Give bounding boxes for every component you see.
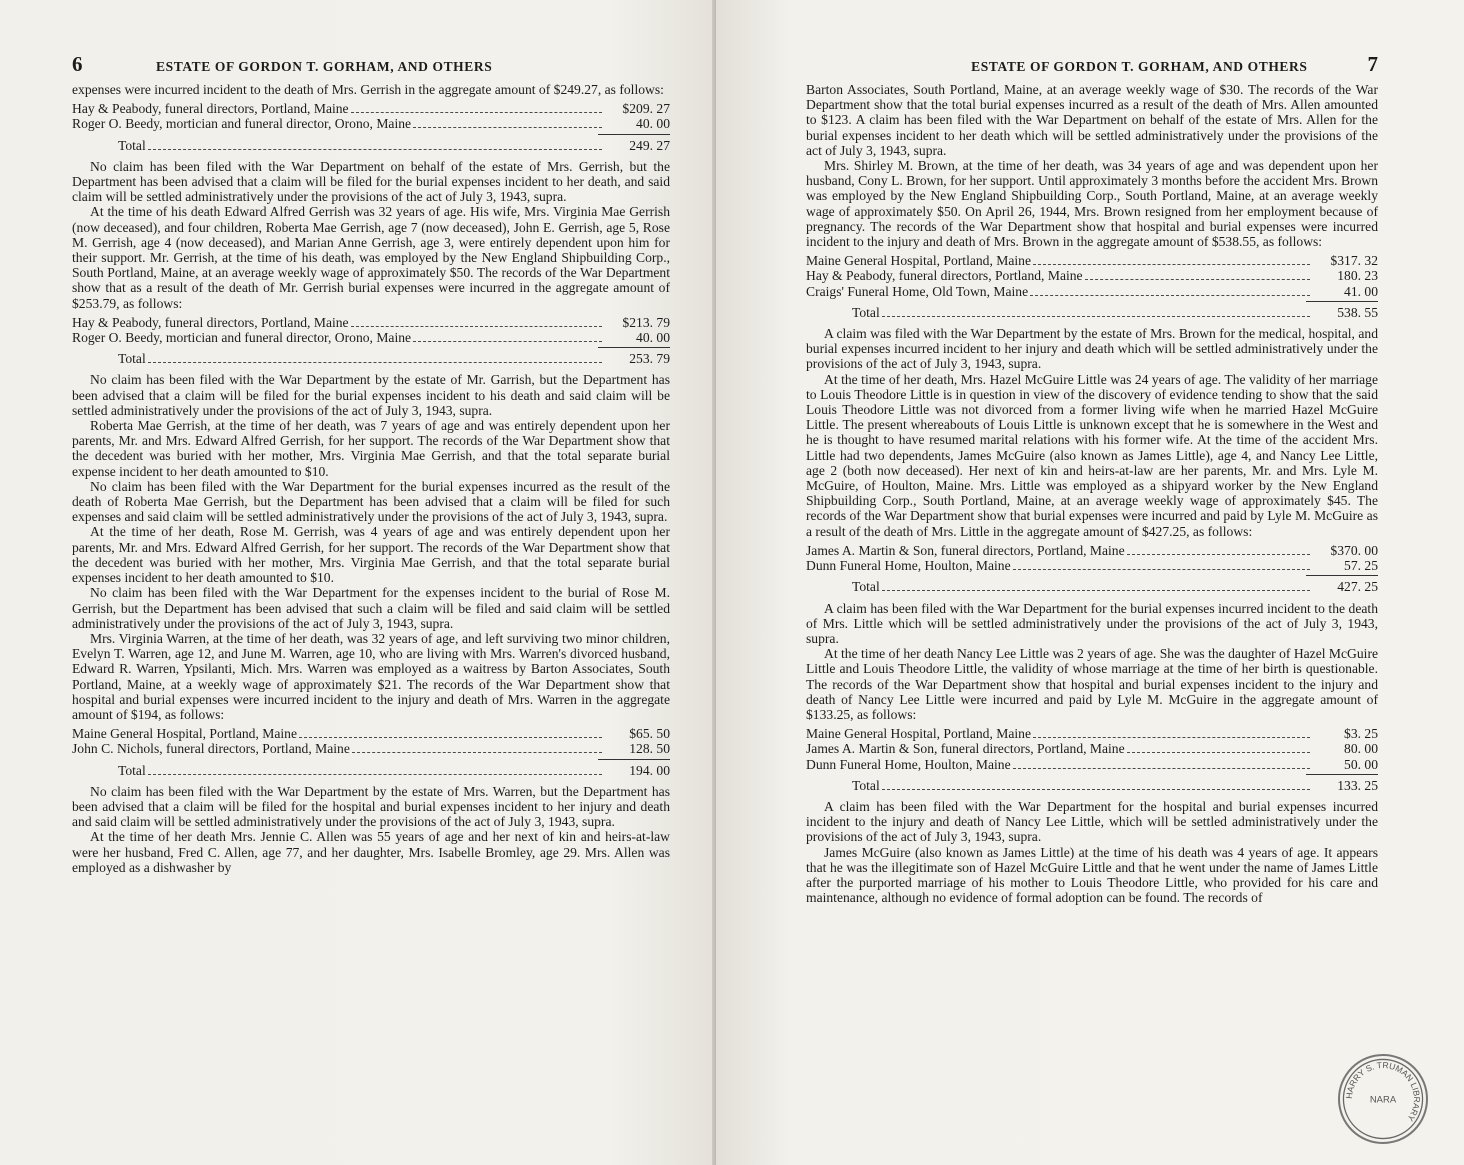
expense-row xyxy=(806,726,1378,741)
dot-leader xyxy=(352,752,602,753)
total-row xyxy=(72,351,670,366)
total-amount: 427. 25 xyxy=(1337,579,1378,595)
total-label: Total xyxy=(118,137,146,153)
expense-amount: 50. 00 xyxy=(1344,756,1378,772)
expense-amount: 40. 00 xyxy=(636,116,670,132)
paragraph: expenses were incurred incident to the death of Mrs. Gerrish in the aggregate amount of $249.27, as follows: xyxy=(72,82,664,97)
expense-amount: 41. 00 xyxy=(1344,283,1378,299)
expense-payee: Hay & Peabody, funeral directors, Portland, Maine xyxy=(806,268,1083,284)
total-amount: 133. 25 xyxy=(1337,777,1378,793)
expense-payee: Craigs' Funeral Home, Old Town, Maine xyxy=(806,283,1029,299)
expense-payee: James A. Martin & Son, funeral directors, Portland, Maine xyxy=(806,542,1125,558)
total-row xyxy=(72,138,670,153)
dot-leader xyxy=(1033,264,1310,265)
expense-row xyxy=(72,330,670,345)
expense-row xyxy=(72,101,670,116)
paragraph: At the time of her death, Rose M. Gerrish, was 4 years of age and was entirely dependent upon her parents, Mr. and Mrs. Edward Alfred Gerrish, for her support. The records of the War Department show that the decedent was buried with her mother, Mrs. Virginia Mae Gerrish, and that the total separate burial expenses incident to her death amounted to $10. xyxy=(72,524,670,586)
expense-payee: Maine General Hospital, Portland, Maine xyxy=(806,253,1031,269)
sum-rule xyxy=(1306,575,1378,576)
expense-amount: 128. 50 xyxy=(629,741,670,757)
paragraph: Roberta Mae Gerrish, at the time of her death, was 7 years of age and was entirely dependent upon her parents, Mr. and Mrs. Edward Alfred Gerrish, for her support. The records of the War Department show that the decedent was buried with her mother, Mrs. Virginia Mae Gerrish, and that the total separate burial expense incident to her death amounted to $10. xyxy=(72,418,670,479)
sum-rule xyxy=(1306,301,1378,302)
paragraph: James McGuire (also known as James Little) at the time of his death was 4 years of age. It appears that he was the illegitimate son of Hazel McGuire Little and that he went under the name of James Little after the purported marriage of his mother to Louis Theodore Little, who provided for his care and maintenance, although no evidence of formal adoption can be found. The records of xyxy=(806,844,1378,906)
sum-rule xyxy=(1306,774,1378,775)
expense-table xyxy=(72,315,670,367)
total-row xyxy=(806,778,1378,793)
paragraph: At the time of her death Nancy Lee Little was 2 years of age. She was the daughter of Hazel McGuire Little and Louis Theodore Little, the validity of whose marriage at the time of her birth is questionable. The records of the War Department show that hospital and burial expenses incident to the injury and death of Nancy Lee Little were incurred and paid by Lyle M. McGuire in the aggregate amount of $133.25, as follows: xyxy=(806,646,1378,722)
paragraph: At the time of his death Edward Alfred Gerrish was 32 years of age. His wife, Mrs. Virginia Mae Gerrish (now deceased), and four children, Roberta Mae Gerrish, age 7 (now deceased), John E. Gerrish, age 5, Rose M. Gerrish, age 4 (now deceased), and Marian Anne Gerrish, age 3, were entirely dependent upon him for their support. Mr. Gerrish, at the time of his death, was employed by the New England Shipbuilding Corp., South Portland, Maine, at an average weekly wage of approximately $50. The records of the War Department show that as a result of the death of Mr. Gerrish burial expenses were incurred in the aggregate amount of $253.79, as follows: xyxy=(72,204,670,311)
expense-payee: James A. Martin & Son, funeral directors, Portland, Maine xyxy=(806,741,1125,757)
total-amount: 249. 27 xyxy=(629,137,670,153)
total-row xyxy=(806,305,1378,320)
dot-leader xyxy=(1127,554,1310,555)
expense-row xyxy=(72,315,670,330)
right-page-header xyxy=(806,52,1378,76)
dot-leader xyxy=(1085,279,1310,280)
dot-leader xyxy=(148,149,602,150)
dot-leader xyxy=(882,590,1310,591)
library-stamp xyxy=(1338,1054,1428,1144)
expense-row xyxy=(72,116,670,131)
expense-amount: $209. 27 xyxy=(622,101,670,117)
expense-row xyxy=(806,253,1378,268)
expense-payee: Hay & Peabody, funeral directors, Portland, Maine xyxy=(72,314,349,330)
left-page xyxy=(0,0,716,1165)
left-page-header xyxy=(72,52,670,76)
dot-leader xyxy=(882,789,1310,790)
expense-payee: Hay & Peabody, funeral directors, Portland, Maine xyxy=(72,101,349,117)
expense-row xyxy=(806,543,1378,558)
paragraph: No claim has been filed with the War Department for the burial expenses incurred as the result of the death of Roberta Mae Gerrish, but the Department has been advised that a claim will be filed for such expenses and said claim will be settled administratively under the provisions of the act of July 3, 1943, supra. xyxy=(72,478,670,525)
right-page-content xyxy=(806,82,1378,905)
total-amount: 194. 00 xyxy=(629,762,670,778)
stamp-center-text: NARA xyxy=(1369,1094,1397,1106)
expense-payee: Maine General Hospital, Portland, Maine xyxy=(72,726,297,742)
expense-table xyxy=(72,726,670,778)
expense-payee: John C. Nichols, funeral directors, Portland, Maine xyxy=(72,741,350,757)
dot-leader xyxy=(299,737,602,738)
svg-text:HARRY S. TRUMAN LIBRARY xyxy=(1344,1060,1422,1124)
expense-table xyxy=(806,543,1378,595)
expense-amount: $213. 79 xyxy=(622,314,670,330)
paragraph: A claim has been filed with the War Department for the burial expenses incurred incident to the death of Mrs. Little which will be settled administratively under the provisions of the act of July 3, 1943, supra. xyxy=(806,600,1378,646)
total-label: Total xyxy=(852,304,880,320)
stamp-ring-text: HARRY S. TRUMAN LIBRARY xyxy=(1343,1059,1423,1124)
paragraph: Mrs. Virginia Warren, at the time of her death, was 32 years of age, and left surviving two minor children, Evelyn T. Warren, age 12, and June M. Warren, age 10, who are living with Mrs. Warren's divorced husband, Edward R. Warren, Ypsilanti, Mich. Mrs. Warren was employed as a waitress by Barton Associates, South Portland, Maine, at a weekly wage of approximately $21. The records of the War Department show that hospital and burial expenses were incurred incident to the injury and death of Mrs. Warren in the aggregate amount of $194, as follows: xyxy=(72,630,670,722)
sum-rule xyxy=(598,759,670,760)
dot-leader xyxy=(413,127,602,128)
expense-row xyxy=(806,284,1378,299)
paragraph: No claim has been filed with the War Department by the estate of Mr. Garrish, but the Department has been advised that a claim will be filed for the burial expenses incident to his death and said claim will be settled administratively under the provisions of the act of July 3, 1943, supra. xyxy=(72,372,670,418)
left-page-content xyxy=(72,82,670,875)
expense-payee: Roger O. Beedy, mortician and funeral director, Orono, Maine xyxy=(72,116,412,132)
dot-leader xyxy=(413,341,602,342)
paragraph: At the time of her death Mrs. Jennie C. Allen was 55 years of age and her next of kin and heirs-at-law were her husband, Fred C. Allen, age 77, and her daughter, Mrs. Isabelle Bromley, age 29. Mrs. Allen was employed as a dishwasher by xyxy=(72,829,670,875)
expense-row xyxy=(806,757,1378,772)
right-page xyxy=(716,0,1464,1165)
total-label: Total xyxy=(118,762,146,778)
left-running-title: ESTATE OF GORDON T. GORHAM, AND OTHERS xyxy=(156,59,493,74)
expense-row xyxy=(806,741,1378,756)
total-row xyxy=(72,763,670,778)
dot-leader xyxy=(1013,768,1310,769)
expense-row xyxy=(806,268,1378,283)
total-amount: 538. 55 xyxy=(1337,304,1378,320)
expense-payee: Maine General Hospital, Portland, Maine xyxy=(806,726,1031,742)
total-amount: 253. 79 xyxy=(629,351,670,367)
expense-table xyxy=(72,101,670,153)
dot-leader xyxy=(882,316,1310,317)
expense-amount: $317. 32 xyxy=(1330,253,1378,269)
expense-table xyxy=(806,726,1378,793)
paragraph: Barton Associates, South Portland, Maine, at an average weekly wage of $30. The records of the War Department show that the total burial expenses incurred as a result of the death of Mrs. Allen amounted to $123. A claim has been filed with the War Department on behalf of the estate of Mrs. Allen for the burial expenses incident to her death which will be settled administratively under the provisions of the act of July 3, 1943, supra. xyxy=(806,82,1378,158)
paragraph: A claim has been filed with the War Department for the hospital and burial expenses incurred incident to the injury and death of Nancy Lee Little, which will be settled administratively under the provisions of the act of July 3, 1943, supra. xyxy=(806,798,1378,845)
expense-table xyxy=(806,253,1378,320)
paragraph: No claim has been filed with the War Department on behalf of the estate of Mrs. Gerrish, but the Department has been advised that a claim will be filed for the burial expenses incident to her death, and said claim will be settled administratively under the provisions of the act of July 3, 1943, supra. xyxy=(72,158,670,205)
dot-leader xyxy=(1033,737,1310,738)
expense-amount: 80. 00 xyxy=(1344,741,1378,757)
dot-leader xyxy=(1127,752,1310,753)
paragraph: A claim was filed with the War Department by the estate of Mrs. Brown for the medical, hospital, and burial expenses incurred incident to her injury and death which will be settled administratively under the provisions of the act of July 3, 1943, supra. xyxy=(806,326,1378,372)
right-page-number: 7 xyxy=(1367,52,1378,76)
expense-amount: 57. 25 xyxy=(1344,558,1378,574)
left-page-number: 6 xyxy=(72,52,83,76)
total-label: Total xyxy=(852,579,880,595)
expense-row xyxy=(806,558,1378,573)
expense-amount: 180. 23 xyxy=(1337,268,1378,284)
expense-amount: $65. 50 xyxy=(629,726,670,742)
paragraph: No claim has been filed with the War Department by the estate of Mrs. Warren, but the Department has been advised that a claim will be filed for the hospital and burial expenses incident to her injury and death and said claim will be settled administratively under the provisions of the act of July 3, 1943, supra. xyxy=(72,783,670,830)
dot-leader xyxy=(148,774,602,775)
sum-rule xyxy=(598,347,670,348)
total-row xyxy=(806,579,1378,594)
dot-leader xyxy=(148,362,602,363)
dot-leader xyxy=(1013,569,1310,570)
paragraph: At the time of her death, Mrs. Hazel McGuire Little was 24 years of age. The validity of her marriage to Louis Theodore Little is in question in view of the discovery of evidence tending to show that the said Louis Theodore Little was not divorced from a former living wife when he married Hazel McGuire Little. The present whereabouts of Louis Little is unknown except that he is somewhere in the West and he is thought to have resumed marital relations with his former wife. At the time of the accident Mrs. Little had two dependents, James McGuire (also known as James Little), age 4, and Nancy Lee Little, age 2 (both now deceased). Her next of kin and heirs-at-law are her parents, Mr. and Mrs. Lyle M. McGuire, of Houlton, Maine. Mrs. Little was employed as a shipyard worker by the New England Shipbuilding Corp., South Portland, Maine, at an average weekly wage of approximately $45. The records of the War Department show that burial expenses were incurred and paid by Lyle M. McGuire as a result of the death of Mrs. Little in the aggregate amount of $427.25, as follows: xyxy=(806,371,1378,539)
dot-leader xyxy=(351,326,602,327)
expense-amount: 40. 00 xyxy=(636,330,670,346)
expense-payee: Dunn Funeral Home, Houlton, Maine xyxy=(806,558,1011,574)
expense-payee: Roger O. Beedy, mortician and funeral director, Orono, Maine xyxy=(72,330,412,346)
paragraph: Mrs. Shirley M. Brown, at the time of her death, was 34 years of age and was dependent upon her husband, Cony L. Brown, for her support. Until approximately 3 months before the accident Mrs. Brown was employed by the New England Shipbuilding Corp., South Portland, Maine, at an average weekly wage of approximately $50. On April 26, 1944, Mrs. Brown resigned from her employment because of pregnancy. The records of the War Department show that hospital and burial expenses were incurred incident to the injury and death of Mrs. Brown in the aggregate amount of $538.55, as follows: xyxy=(806,158,1378,250)
total-label: Total xyxy=(852,777,880,793)
paragraph: No claim has been filed with the War Department for the expenses incident to the burial of Rose M. Gerrish, but the Department has been advised that such a claim will be filed and said claim will be settled administratively under the provisions of the act of July 3, 1943, supra. xyxy=(72,585,670,631)
right-running-title: ESTATE OF GORDON T. GORHAM, AND OTHERS xyxy=(971,59,1308,74)
expense-amount: $3. 25 xyxy=(1344,726,1378,742)
expense-amount: $370. 00 xyxy=(1330,542,1378,558)
expense-row xyxy=(72,741,670,756)
expense-row xyxy=(72,726,670,741)
dot-leader xyxy=(1030,295,1310,296)
dot-leader xyxy=(351,112,602,113)
expense-payee: Dunn Funeral Home, Houlton, Maine xyxy=(806,756,1011,772)
library-stamp-seal xyxy=(1340,1056,1426,1142)
total-label: Total xyxy=(118,351,146,367)
sum-rule xyxy=(598,134,670,135)
